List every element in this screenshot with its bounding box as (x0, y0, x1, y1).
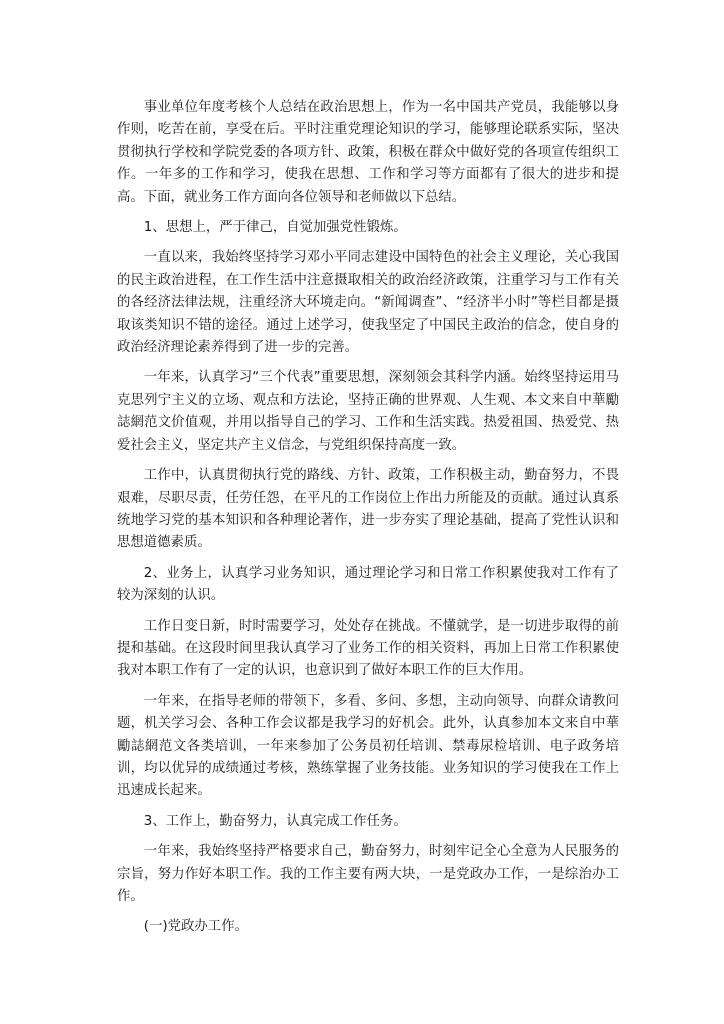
paragraph-three-represents: 一年来，认真学习“三个代表”重要思想，深刻领会其科学内涵。始终坚持运用马克思列宁主义的立场、观点和方法论，坚持正确的世界观、人生观、本文来自中華勵誌網范文价值观，并用以指导自己的学习、工作和生活实践。热爱祖国、热爱党、热爱社会主义，坚定共产主义信念，与党组织保持高度一致。 (117, 370, 619, 453)
paragraph-theory-study: 一直以来，我始终坚持学习邓小平同志建设中国特色的社会主义理论，关心我国的民主政治进程，在工作生活中注意摄取相关的政治经济政策，注重学习与工作有关的各经济法律法规，注重经济大环境走向。“新闻调查”、“经济半小时”等栏目都是摄取该类知识不错的途径。通过上述学习，使我坚定了中国民主政治的信念，使自身的政治经济理论素养得到了进一步的完善。 (117, 250, 619, 356)
paragraph-daily-learning: 工作日变日新，时时需要学习，处处存在挑战。不懂就学，是一切进步取得的前提和基础。在这段时间里我认真学习了业务工作的相关资料，再加上日常工作积累使我对本职工作有了一定的认识，也意识到了做好本职工作的巨大作用。 (117, 618, 619, 679)
document-body (117, 97, 619, 947)
heading-party-office: (一)党政办工作。 (143, 919, 248, 935)
heading-work: 3、工作上，勤奋努力，认真完成工作任务。 (143, 813, 407, 829)
paragraph-work-summary: 一年来，我始终坚持严格要求自己，勤奋努力，时刻牢记全心全意为人民服务的宗旨，努力作好本职工作。我的工作主要有两大块，一是党政办工作，一是综治办工作。 (117, 844, 619, 904)
heading-business: 2、业务上，认真学习业务知识，通过理论学习和日常工作积累使我对工作有了较为深刻的认识。 (117, 565, 619, 604)
heading-ideology: 1、思想上，严于律己，自觉加强党性锻炼。 (143, 220, 407, 236)
paragraph-work-attitude: 工作中，认真贯彻执行党的路线、方针、政策，工作积极主动，勤奋努力，不畏艰难，尽职尽责，任劳任怨，在平凡的工作岗位上作出力所能及的贡献。通过认真系统地学习党的基本知识和各种理论著作，进一步夯实了理论基础，提高了党性认识和思想道德素质。 (117, 468, 619, 551)
paragraph-training: 一年来，在指导老师的带领下，多看、多问、多想，主动向领导、向群众请教问题，机关学习会、各种工作会议都是我学习的好机会。此外，认真参加本文来自中華勵誌網范文各类培训，一年来参加了公务员初任培训、禁毒尿检培训、电子政务培训，均以优异的成绩通过考核，熟练掌握了业务技能。业务知识的学习使我在工作上迅速成长起来。 (117, 693, 619, 799)
paragraph-intro: 事业单位年度考核个人总结在政治思想上，作为一名中国共产党员，我能够以身作则，吃苦在前，享受在后。平时注重党理论知识的学习，能够理论联系实际，坚决贯彻执行学校和学院党委的各项方针、政策，积极在群众中做好党的各项宣传组织工作。一年多的工作和学习，使我在思想、工作和学习等方面都有了很大的进步和提高。下面，就业务工作方面向各位领导和老师做以下总结。 (117, 100, 619, 205)
